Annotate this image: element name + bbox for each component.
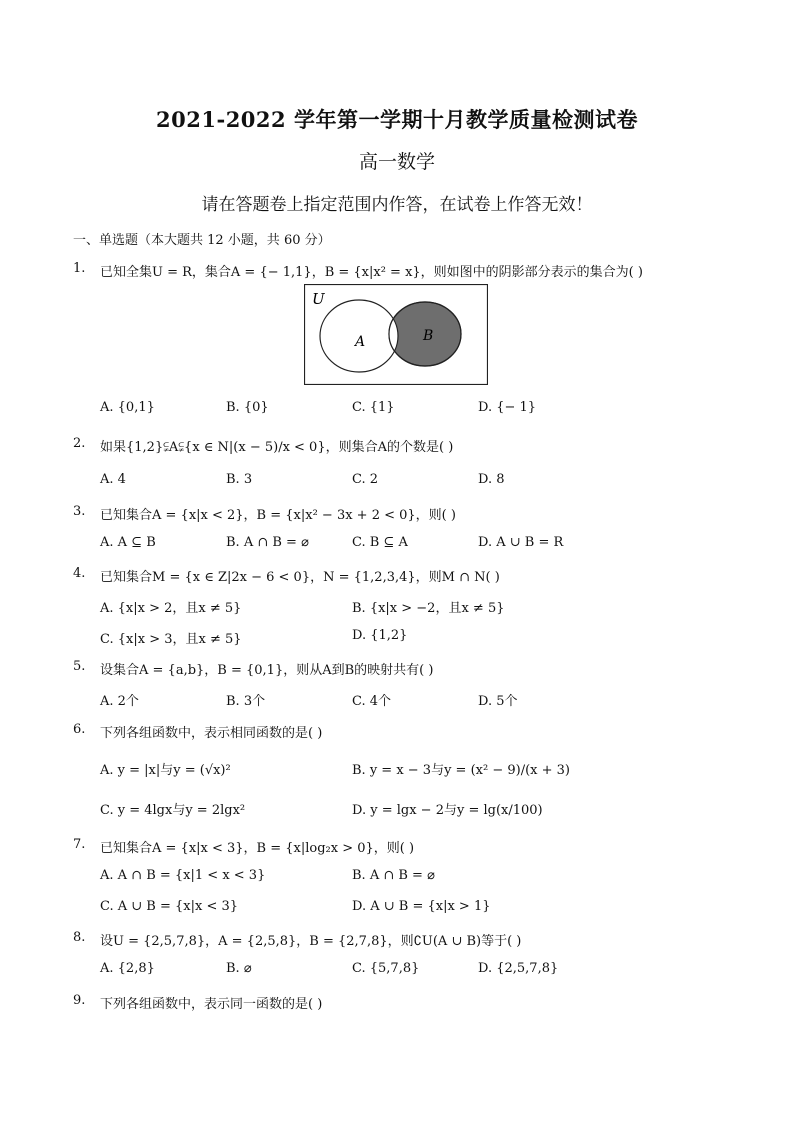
question-2-stem: 如果{1,2}⫋A⫋{x ∈ N|(x − 5)/x < 0}，则集合A的个数是( ) <box>100 440 454 455</box>
q2-option-d: D. 8 <box>478 472 505 487</box>
q8-option-c: C. {5,7,8} <box>352 961 420 976</box>
q4-option-d: D. {1,2} <box>352 628 408 643</box>
exam-subject: 高一数学 <box>358 151 435 173</box>
q3-option-d: D. A ∪ B = R <box>478 535 564 550</box>
question-4-number: 4. <box>73 566 86 581</box>
q4-option-c: C. {x|x > 3，且x ≠ 5} <box>100 632 242 647</box>
q6-option-b: B. y = x − 3与y = (x² − 9)/(x + 3) <box>352 763 570 778</box>
question-3-stem: 已知集合A = {x|x < 2}，B = {x|x² − 3x + 2 < 0}，则( ) <box>100 508 456 523</box>
q1-option-a: A. {0,1} <box>100 400 155 415</box>
q3-option-c: C. B ⊆ A <box>352 535 408 550</box>
q5-option-d: D. 5个 <box>478 694 518 709</box>
q3-option-a: A. A ⊆ B <box>100 535 156 550</box>
question-2-number: 2. <box>73 436 86 451</box>
question-9-number: 9. <box>73 993 86 1008</box>
universe-label: U <box>312 290 325 308</box>
q4-option-b: B. {x|x > −2，且x ≠ 5} <box>352 601 505 616</box>
q6-option-d: D. y = lgx − 2与y = lg(x/100) <box>352 803 543 818</box>
exam-notice: 请在答题卷上指定范围内作答，在试卷上作答无效！ <box>201 195 593 215</box>
q8-option-b: B. ⌀ <box>226 961 252 976</box>
set-a-label: A <box>355 334 366 350</box>
question-8-stem: 设U = {2,5,7,8}，A = {2,5,8}，B = {2,7,8}，则∁U(A ∪ B)等于( ) <box>100 934 522 949</box>
q8-option-d: D. {2,5,7,8} <box>478 961 559 976</box>
question-8-number: 8. <box>73 930 86 945</box>
question-1-number: 1. <box>73 261 86 276</box>
question-7-number: 7. <box>73 837 86 852</box>
q6-option-a: A. y = |x|与y = (√x)² <box>100 763 231 778</box>
venn-diagram <box>304 284 488 385</box>
question-5-number: 5. <box>73 659 86 674</box>
set-b-label: B <box>423 328 434 344</box>
section-heading: 一、单选题（本大题共 12 小题，共 60 分） <box>73 233 331 248</box>
q7-option-d: D. A ∪ B = {x|x > 1} <box>352 899 491 914</box>
q3-option-b: B. A ∩ B = ⌀ <box>226 535 309 550</box>
q2-option-b: B. 3 <box>226 472 253 487</box>
q1-option-c: C. {1} <box>352 400 395 415</box>
question-4-stem: 已知集合M = {x ∈ Z|2x − 6 < 0}，N = {1,2,3,4}，则M ∩ N( ) <box>100 570 500 585</box>
question-6-stem: 下列各组函数中，表示相同函数的是( ) <box>100 726 323 741</box>
question-3-number: 3. <box>73 504 86 519</box>
question-7-stem: 已知集合A = {x|x < 3}，B = {x|log₂x > 0}，则( ) <box>100 841 415 856</box>
question-6-number: 6. <box>73 722 86 737</box>
q5-option-a: A. 2个 <box>100 694 139 709</box>
q7-option-a: A. A ∩ B = {x|1 < x < 3} <box>100 868 266 883</box>
q8-option-a: A. {2,8} <box>100 961 155 976</box>
q6-option-c: C. y = 4lgx与y = 2lgx² <box>100 803 246 818</box>
q7-option-b: B. A ∩ B = ⌀ <box>352 868 435 883</box>
q5-option-c: C. 4个 <box>352 694 392 709</box>
q5-option-b: B. 3个 <box>226 694 266 709</box>
q2-option-a: A. 4 <box>100 472 126 487</box>
exam-title: 2021-2022 学年第一学期十月教学质量检测试卷 <box>156 107 638 132</box>
q1-option-b: B. {0} <box>226 400 269 415</box>
q7-option-c: C. A ∪ B = {x|x < 3} <box>100 899 239 914</box>
question-9-stem: 下列各组函数中，表示同一函数的是( ) <box>100 997 323 1012</box>
question-5-stem: 设集合A = {a,b}，B = {0,1}，则从A到B的映射共有( ) <box>100 663 434 678</box>
q4-option-a: A. {x|x > 2，且x ≠ 5} <box>100 601 242 616</box>
q1-option-d: D. {− 1} <box>478 400 537 415</box>
question-1-stem: 已知全集U = R，集合A = {− 1,1}，B = {x|x² = x}，则如图中的阴影部分表示的集合为( ) <box>100 265 643 280</box>
q2-option-c: C. 2 <box>352 472 379 487</box>
